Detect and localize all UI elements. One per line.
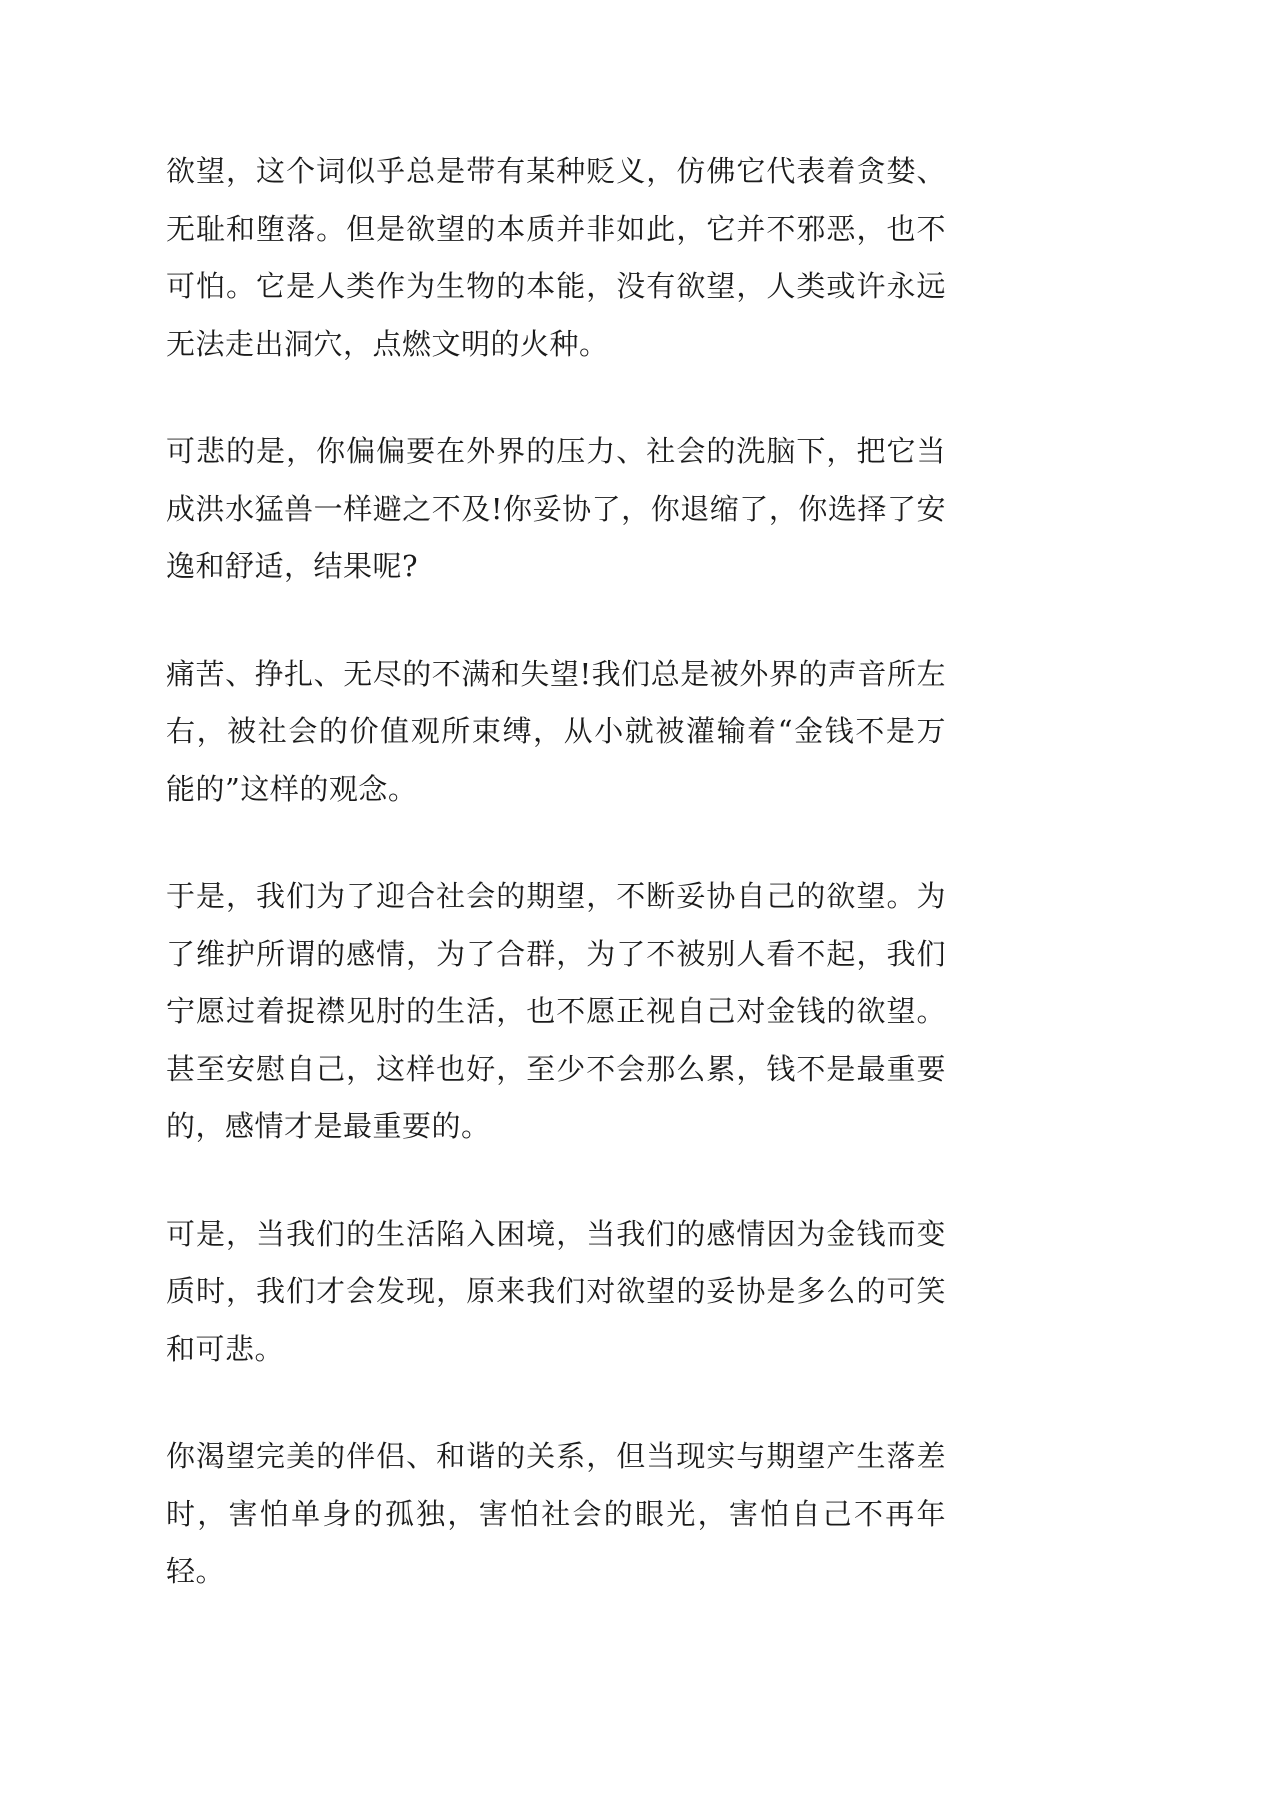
paragraph-6: 你渴望完美的伴侣、和谐的关系，但当现实与期望产生落差时，害怕单身的孤独，害怕社会的眼光，害怕自己不再年轻。 xyxy=(166,1439,946,1588)
paragraph-1: 欲望，这个词似乎总是带有某种贬义，仿佛它代表着贪婪、无耻和堕落。但是欲望的本质并非如此，它并不邪恶，也不可怕。它是人类作为生物的本能，没有欲望，人类或许永远无法走出洞穴，点燃文明的火种。 xyxy=(166,154,946,361)
paragraph-2: 可悲的是，你偏偏要在外界的压力、社会的洗脑下，把它当成洪水猛兽一样避之不及!你妥协了，你退缩了，你选择了安逸和舒适，结果呢? xyxy=(166,434,946,583)
paragraph-5: 可是，当我们的生活陷入困境，当我们的感情因为金钱而变质时，我们才会发现，原来我们对欲望的妥协是多么的可笑和可悲。 xyxy=(166,1216,946,1366)
paragraph-3: 痛苦、挣扎、无尽的不满和失望!我们总是被外界的声音所左右，被社会的价值观所束缚，从小就被灌输着“金钱不是万能的”这样的观念。 xyxy=(166,656,946,806)
paragraph-4: 于是，我们为了迎合社会的期望，不断妥协自己的欲望。为了维护所谓的感情，为了合群，为了不被别人看不起，我们宁愿过着捉襟见肘的生活，也不愿正视自己对金钱的欲望。甚至安慰自己，这样也好，至少不会那么累，钱不是最重要的，感情才是最重要的。 xyxy=(166,879,946,1143)
document-body xyxy=(166,143,946,1601)
